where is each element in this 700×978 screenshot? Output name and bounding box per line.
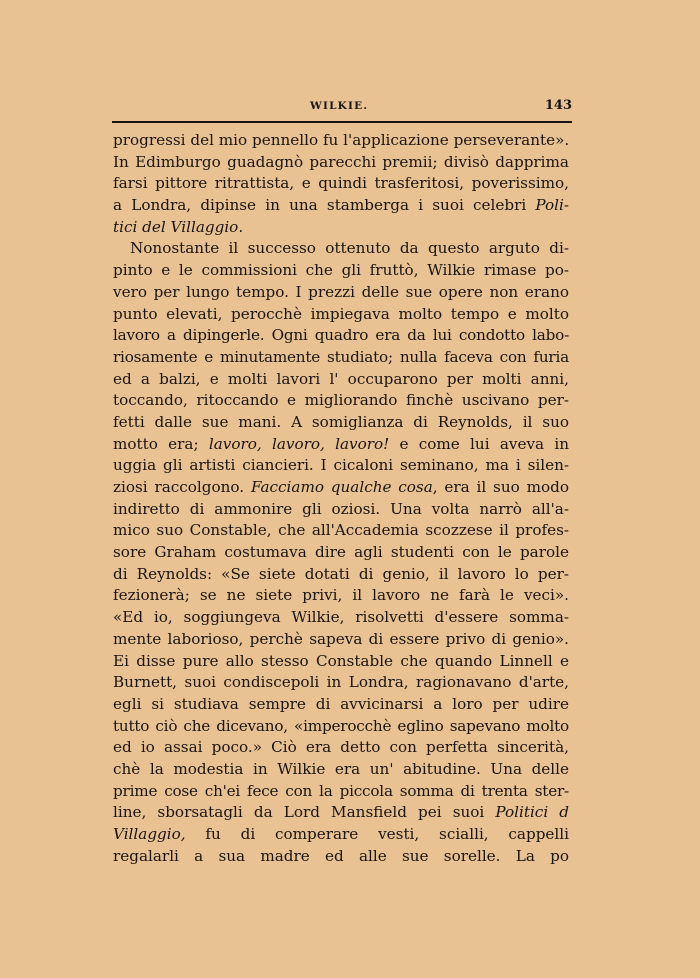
text-line: chè la modestia in Wilkie era un' abitudine. Una delle — [113, 759, 569, 778]
text-line: punto elevati, perocchè impiegava molto tempo e molto — [113, 304, 569, 323]
text-line: riosamente e minutamente studiato; nulla faceva con furia — [113, 347, 569, 366]
running-title: WILKIE. — [310, 100, 369, 112]
text-line: uggia gli artisti ciancieri. I cicaloni seminano, ma i silen- — [113, 456, 569, 475]
text-line: Burnett, suoi condiscepoli in Londra, ragionavano d'arte, — [113, 673, 569, 692]
text-line: Villaggio, fu di comperare vesti, scialli, cappelli — [113, 825, 569, 843]
text-line: farsi pittore ritrattista, e quindi trasferitosi, poverissimo, — [113, 174, 569, 193]
text-line: ed io assai poco.» Ciò era detto con perfetta sincerità, — [113, 738, 569, 757]
page-number: 143 — [544, 98, 572, 113]
running-head — [112, 96, 572, 122]
text-line: Ei disse pure allo stesso Constable che quando Linnell e — [113, 651, 569, 670]
text-line: vero per lungo tempo. I prezzi delle sue opere non erano — [113, 282, 569, 301]
text-line: egli si studiava sempre di avvicinarsi a loro per udire — [113, 694, 569, 713]
text-line: mico suo Constable, che all'Accademia scozzese il profes- — [113, 521, 569, 540]
text-line: pinto e le commissioni che gli fruttò, Wilkie rimase po- — [113, 261, 569, 280]
text-line: ziosi raccolgono. Facciamo qualche cosa, era il suo modo — [113, 478, 569, 496]
text-line: lavoro a dipingerle. Ogni quadro era da lui condotto labo- — [113, 326, 569, 345]
text-line: toccando, ritoccando e migliorando finchè uscivano per- — [113, 391, 569, 410]
text-line: prime cose ch'ei fece con la piccola somma di trenta ster- — [113, 781, 569, 800]
text-line: ed a balzi, e molti lavori l' occuparono per molti anni, — [113, 369, 569, 388]
text-line: motto era; lavoro, lavoro, lavoro! e come lui aveva in — [113, 434, 569, 453]
text-line: «Ed io, soggiungeva Wilkie, risolvetti d'essere somma- — [113, 608, 569, 627]
text-line: regalarli a sua madre ed alle sue sorelle. La po — [113, 846, 569, 865]
text-line: In Edimburgo guadagnò parecchi premii; divisò dapprima — [113, 152, 569, 171]
header-rule — [112, 121, 572, 123]
text-line: indiretto di ammonire gli oziosi. Una volta narrò all'a- — [113, 499, 569, 518]
body-text — [113, 130, 569, 867]
text-line: tutto ciò che dicevano, «imperocchè eglino sapevano molto — [113, 716, 569, 735]
text-line: di Reynolds: «Se siete dotati di genio, il lavoro lo per- — [113, 564, 569, 583]
text-line: Nonostante il successo ottenuto da questo arguto di- — [130, 239, 569, 258]
text-line: sore Graham costumava dire agli studenti con le parole — [113, 543, 569, 562]
text-line: mente laborioso, perchè sapeva di essere privo di genio». — [113, 629, 569, 648]
text-line: line, sborsatagli da Lord Mansfield pei suoi Politici d — [113, 803, 569, 822]
text-line: fetti dalle sue mani. A somiglianza di Reynolds, il suo — [113, 412, 569, 431]
text-line: progressi del mio pennello fu l'applicazione perseverante». — [113, 131, 570, 149]
text-line: fezionerà; se ne siete privi, il lavoro ne farà le veci». — [113, 586, 569, 605]
text-line: a Londra, dipinse in una stamberga i suoi celebri Poli- — [113, 196, 569, 215]
text-line: tici del Villaggio. — [113, 217, 244, 236]
